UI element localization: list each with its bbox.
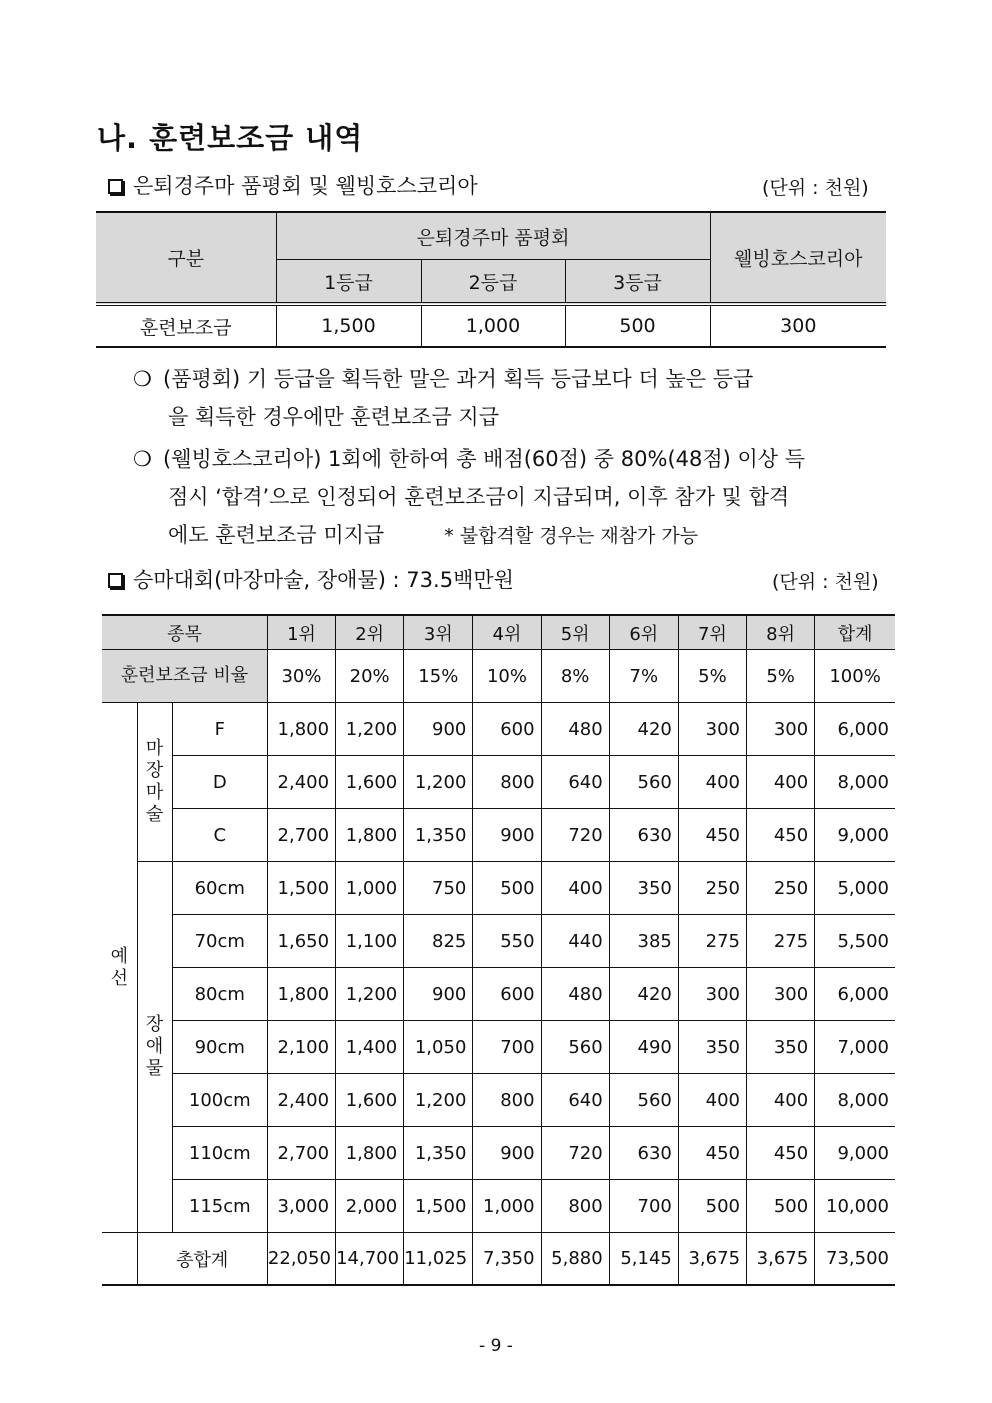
table-cell: 2,100 xyxy=(267,1021,335,1074)
table-cell: 1,350 xyxy=(404,809,473,862)
circle-bullet-icon: ❍ xyxy=(133,367,152,391)
class-label: 80cm xyxy=(172,968,267,1021)
table-cell: 1,000 xyxy=(336,862,404,915)
table-cell: 2,700 xyxy=(267,809,335,862)
table-cell: 8,000 xyxy=(815,1074,895,1127)
table-cell: 825 xyxy=(404,915,473,968)
table-cell: 1,200 xyxy=(336,703,404,756)
wellbeing-header: 웰빙호스코리아 xyxy=(710,212,886,304)
group-label xyxy=(137,862,172,1233)
table-cell: 2,400 xyxy=(267,1074,335,1127)
class-label: 60cm xyxy=(172,862,267,915)
table-cell: 630 xyxy=(609,1127,678,1180)
blank-cell xyxy=(102,1233,137,1286)
total-cell: 5,145 xyxy=(609,1233,678,1286)
total-cell: 5,880 xyxy=(541,1233,609,1286)
class-label: 90cm xyxy=(172,1021,267,1074)
bullet-item xyxy=(133,440,897,555)
table-cell: 400 xyxy=(747,1074,815,1127)
class-label: 115cm xyxy=(172,1180,267,1233)
circle-bullet-icon: ❍ xyxy=(133,447,152,471)
rank-header: 7위 xyxy=(678,615,746,650)
table-cell: 630 xyxy=(609,809,678,862)
table-cell: 420 xyxy=(609,703,678,756)
table-cell: 800 xyxy=(473,1074,541,1127)
table-cell: 500 xyxy=(678,1180,746,1233)
table-cell: 350 xyxy=(609,862,678,915)
table-cell: 800 xyxy=(473,756,541,809)
table-row xyxy=(102,915,895,968)
class-label: F xyxy=(172,703,267,756)
table-cell: 250 xyxy=(747,862,815,915)
table-cell: 8,000 xyxy=(815,756,895,809)
bullet-line: (품평회) 기 등급을 획득한 말은 과거 획득 등급보다 더 높은 등급 xyxy=(163,367,754,391)
table-cell: 1,800 xyxy=(267,968,335,1021)
table-cell: 2,000 xyxy=(336,1180,404,1233)
subheading-2 xyxy=(108,564,514,594)
total-cell: 3,675 xyxy=(678,1233,746,1286)
table-cell: 1,800 xyxy=(336,809,404,862)
table-row xyxy=(102,862,895,915)
table-row xyxy=(102,1074,895,1127)
table-cell: 350 xyxy=(747,1021,815,1074)
table-cell: 450 xyxy=(747,809,815,862)
table-row xyxy=(102,756,895,809)
table-cell: 1,350 xyxy=(404,1127,473,1180)
table-cell: 560 xyxy=(541,1021,609,1074)
table-cell: 2,400 xyxy=(267,756,335,809)
unit-label-1: (단위 : 천원) xyxy=(762,177,869,199)
table-cell: 5,000 xyxy=(815,862,895,915)
bullet-line: 점시 ‘합격’으로 인정되어 훈련보조금이 지급되며, 이후 참가 및 합격 xyxy=(168,485,790,509)
bullet-item xyxy=(133,360,897,436)
table-cell: 420 xyxy=(609,968,678,1021)
table-cell: 1,050 xyxy=(404,1021,473,1074)
table-cell: 250 xyxy=(678,862,746,915)
subheading-1 xyxy=(108,170,478,200)
table-cell: 480 xyxy=(541,703,609,756)
table-cell: 700 xyxy=(609,1180,678,1233)
table-cell: 640 xyxy=(541,756,609,809)
bullet-line-with-note xyxy=(163,516,897,555)
competition-subsidy-table xyxy=(102,614,895,1286)
table-cell: 300 xyxy=(747,968,815,1021)
table-cell: 1,800 xyxy=(336,1127,404,1180)
table-cell: 480 xyxy=(541,968,609,1021)
table-cell: 1,500 xyxy=(276,304,421,347)
table-body xyxy=(102,703,895,1233)
stage-label xyxy=(102,703,137,1233)
table-cell: 9,000 xyxy=(815,809,895,862)
table-cell: 3,000 xyxy=(267,1180,335,1233)
table-cell: 1,100 xyxy=(336,915,404,968)
table-cell: 500 xyxy=(565,304,710,347)
table-cell: 500 xyxy=(473,862,541,915)
table-cell: 9,000 xyxy=(815,1127,895,1180)
ratio-label: 훈련보조금 비율 xyxy=(102,650,267,703)
table-cell: 300 xyxy=(678,703,746,756)
total-row xyxy=(102,1233,895,1286)
table-cell: 900 xyxy=(473,1127,541,1180)
table-cell: 600 xyxy=(473,968,541,1021)
table-cell: 700 xyxy=(473,1021,541,1074)
table-cell: 1,500 xyxy=(267,862,335,915)
table-cell: 1,200 xyxy=(404,756,473,809)
header-row xyxy=(102,615,895,650)
table-cell: 450 xyxy=(747,1127,815,1180)
bullet-line: 에도 훈련보조금 미지급 xyxy=(168,523,385,547)
group-label xyxy=(137,703,172,862)
rank-header: 2위 xyxy=(336,615,404,650)
rank-header: 5위 xyxy=(541,615,609,650)
rank-header: 6위 xyxy=(609,615,678,650)
rank-header: 8위 xyxy=(747,615,815,650)
table-row xyxy=(102,1021,895,1074)
total-cell: 11,025 xyxy=(404,1233,473,1286)
total-label: 총합계 xyxy=(137,1233,267,1286)
total-cell: 22,050 xyxy=(267,1233,335,1286)
row-label: 훈련보조금 xyxy=(96,304,276,347)
table-cell: 1,000 xyxy=(473,1180,541,1233)
bullet-note: * 불합격할 경우는 재참가 가능 xyxy=(444,525,699,547)
bullet-line: 을 획득한 경우에만 훈련보조금 지급 xyxy=(168,405,499,429)
table-row xyxy=(102,703,895,756)
unit-label-2: (단위 : 천원) xyxy=(772,571,879,593)
grade-header: 2등급 xyxy=(421,260,565,305)
event-header: 종목 xyxy=(102,615,267,650)
subheading-2-text: 승마대회(마장마술, 장애물) : 73.5백만원 xyxy=(133,568,514,592)
table-cell: 385 xyxy=(609,915,678,968)
checkbox-square-icon xyxy=(108,573,123,588)
subheading-1-text: 은퇴경주마 품평회 및 웰빙호스코리아 xyxy=(133,174,478,198)
ratio-cell: 20% xyxy=(336,650,404,703)
total-cell: 73,500 xyxy=(815,1233,895,1286)
total-cell: 14,700 xyxy=(336,1233,404,1286)
table-cell: 550 xyxy=(473,915,541,968)
total-cell: 7,350 xyxy=(473,1233,541,1286)
stage-label-text: 예선 xyxy=(110,945,128,989)
class-label: 100cm xyxy=(172,1074,267,1127)
table-row xyxy=(102,1127,895,1180)
table-cell: 6,000 xyxy=(815,968,895,1021)
table-cell: 720 xyxy=(541,1127,609,1180)
table-cell: 400 xyxy=(541,862,609,915)
table-cell: 400 xyxy=(678,1074,746,1127)
table-cell: 1,500 xyxy=(404,1180,473,1233)
table-cell: 275 xyxy=(678,915,746,968)
table-cell: 500 xyxy=(747,1180,815,1233)
group-label-text: 장애물 xyxy=(145,1014,164,1079)
table-cell: 1,800 xyxy=(267,703,335,756)
rank-header: 3위 xyxy=(404,615,473,650)
table-cell: 300 xyxy=(678,968,746,1021)
grade-header: 3등급 xyxy=(565,260,710,305)
rank-header: 1위 xyxy=(267,615,335,650)
table-cell: 750 xyxy=(404,862,473,915)
table-cell: 560 xyxy=(609,756,678,809)
table-cell: 720 xyxy=(541,809,609,862)
table-cell: 450 xyxy=(678,809,746,862)
table-cell: 1,650 xyxy=(267,915,335,968)
page-number: - 9 - xyxy=(479,1336,513,1356)
table-row xyxy=(102,968,895,1021)
table-cell: 1,000 xyxy=(421,304,565,347)
table-cell: 900 xyxy=(473,809,541,862)
table-cell: 640 xyxy=(541,1074,609,1127)
ratio-cell: 30% xyxy=(267,650,335,703)
ratio-cell: 8% xyxy=(541,650,609,703)
total-cell: 3,675 xyxy=(747,1233,815,1286)
table-cell: 1,600 xyxy=(336,1074,404,1127)
bullet-line: (웰빙호스코리아) 1회에 한하여 총 배점(60점) 중 80%(48점) 이상 득 xyxy=(163,447,806,471)
ratio-row xyxy=(102,650,895,703)
total-header: 합계 xyxy=(815,615,895,650)
class-label: C xyxy=(172,809,267,862)
table-cell: 490 xyxy=(609,1021,678,1074)
training-subsidy-table xyxy=(96,211,886,348)
table-cell: 400 xyxy=(678,756,746,809)
table-cell: 400 xyxy=(747,756,815,809)
table-cell: 2,700 xyxy=(267,1127,335,1180)
table-cell: 1,200 xyxy=(336,968,404,1021)
table-cell: 450 xyxy=(678,1127,746,1180)
table-cell: 1,200 xyxy=(404,1074,473,1127)
table-cell: 7,000 xyxy=(815,1021,895,1074)
table-cell: 900 xyxy=(404,703,473,756)
table-cell: 350 xyxy=(678,1021,746,1074)
table-cell: 1,600 xyxy=(336,756,404,809)
table-cell: 275 xyxy=(747,915,815,968)
class-label: 110cm xyxy=(172,1127,267,1180)
table-row xyxy=(102,809,895,862)
table-row xyxy=(102,1180,895,1233)
rank-header: 4위 xyxy=(473,615,541,650)
ratio-cell: 7% xyxy=(609,650,678,703)
table-cell: 300 xyxy=(747,703,815,756)
ratio-cell: 5% xyxy=(678,650,746,703)
ratio-cell: 15% xyxy=(404,650,473,703)
table-cell: 6,000 xyxy=(815,703,895,756)
class-label: D xyxy=(172,756,267,809)
ratio-cell: 100% xyxy=(815,650,895,703)
col-category-header: 구분 xyxy=(96,212,276,304)
table-cell: 1,400 xyxy=(336,1021,404,1074)
section-title: 나. 훈련보조금 내역 xyxy=(97,121,364,155)
ratio-cell: 10% xyxy=(473,650,541,703)
table-cell: 560 xyxy=(609,1074,678,1127)
group-label-text: 마장마술 xyxy=(145,738,164,825)
ratio-cell: 5% xyxy=(747,650,815,703)
table-cell: 800 xyxy=(541,1180,609,1233)
table-cell: 440 xyxy=(541,915,609,968)
table-cell: 300 xyxy=(710,304,886,347)
table-cell: 5,500 xyxy=(815,915,895,968)
class-label: 70cm xyxy=(172,915,267,968)
table-cell: 900 xyxy=(404,968,473,1021)
grade-header: 1등급 xyxy=(276,260,421,305)
table-cell: 600 xyxy=(473,703,541,756)
table-cell: 10,000 xyxy=(815,1180,895,1233)
checkbox-square-icon xyxy=(108,179,123,194)
group-header: 은퇴경주마 품평회 xyxy=(276,212,710,260)
